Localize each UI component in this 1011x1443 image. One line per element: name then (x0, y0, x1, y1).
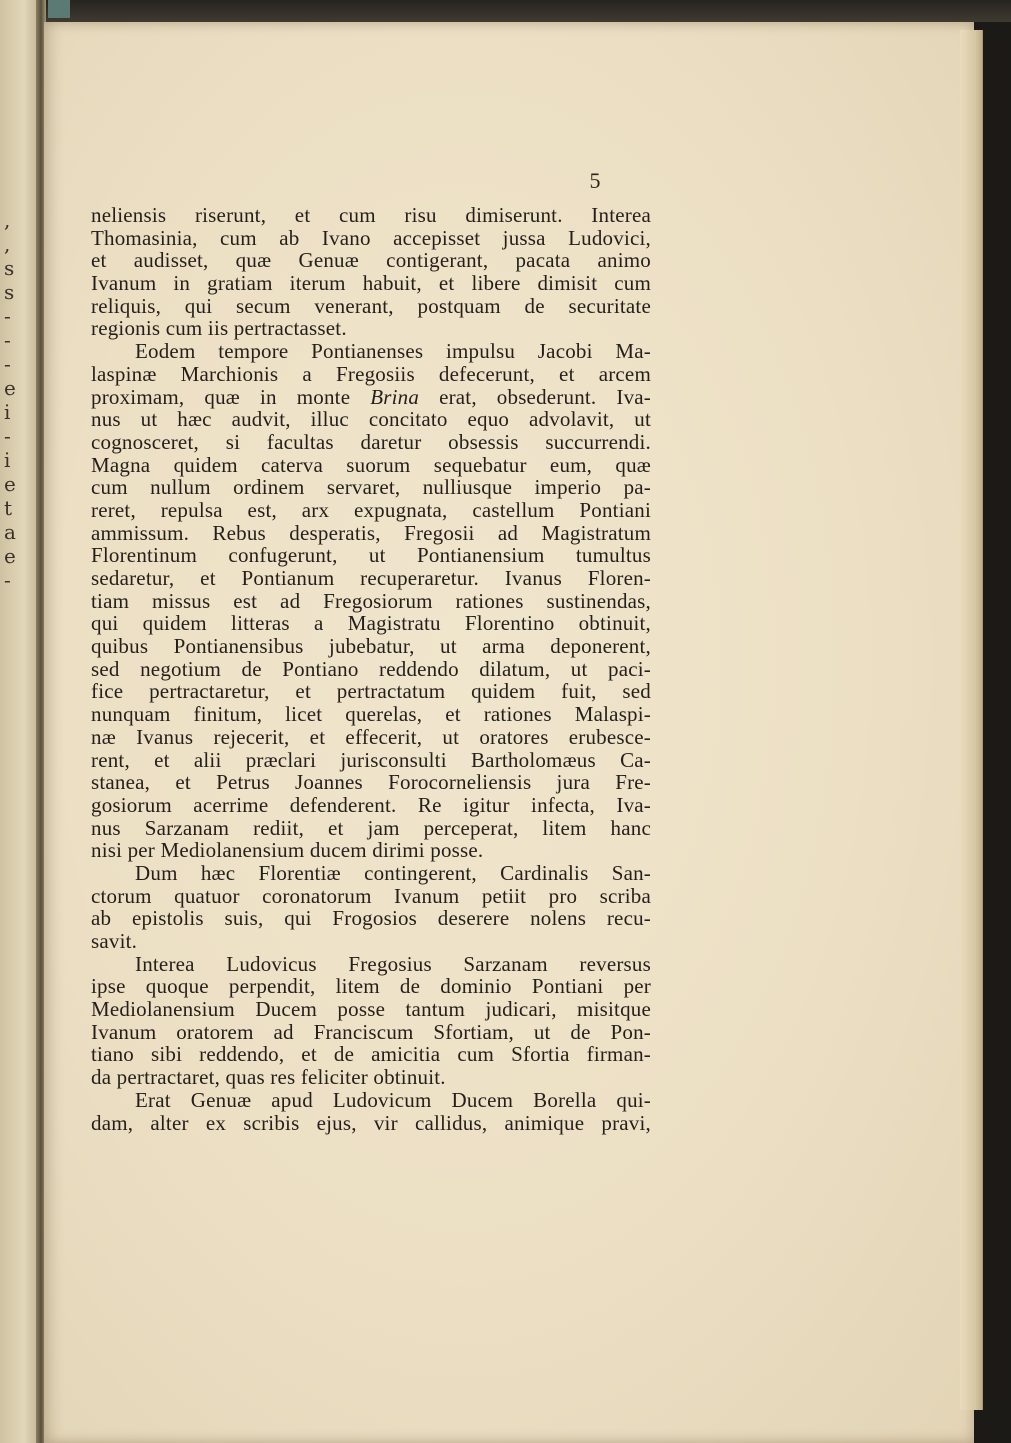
text-line: regionis cum iis pertractasset. (91, 316, 347, 341)
text-line: ammissum. Rebus desperatis, Fregosii ad Magistratum (91, 520, 651, 545)
facing-page-glyph: i (4, 400, 11, 424)
text-line: Eodem tempore Pontianenses impulsu Jacobi Ma- (135, 339, 651, 364)
text-line: neliensis riserunt, et cum risu dimiserunt. Interea (91, 203, 651, 227)
facing-page-glyph: e (4, 376, 16, 400)
text-line: nus ut hæc audvit, illuc concitato equo advolavit, ut (91, 407, 651, 432)
text-line-segment: erat, obsederunt. Iva- (419, 384, 651, 409)
facing-page-glyph: - (4, 568, 11, 592)
text-line: fice pertractaretur, et pertractatum quidem fuit, sed (91, 679, 651, 704)
text-line: quibus Pontianensibus jubebatur, ut arma deponerent, (91, 634, 651, 659)
text-line: reliquis, qui secum venerant, postquam de securitate (91, 293, 651, 318)
facing-page-glyph: , (4, 232, 11, 256)
text-line: nus Sarzanam rediit, et jam perceperat, litem hanc (91, 815, 651, 840)
facing-page-glyph: - (4, 328, 11, 352)
facing-page-glyph: a (4, 520, 16, 544)
text-line: gosiorum acerrime defenderent. Re igitur infecta, Iva- (91, 792, 651, 817)
text-line: rent, et alii præclari jurisconsulti Bartholomæus Ca- (91, 747, 651, 772)
text-line: Ivanum in gratiam iterum habuit, et libere dimisit cum (91, 271, 651, 296)
page-number: 5 (589, 168, 601, 193)
text-line: sed negotium de Pontiano reddendo dilatum, ut paci- (91, 656, 651, 681)
text-line: nunquam finitum, licet querelas, et rationes Malaspi- (91, 702, 651, 727)
facing-page-glyph: - (4, 352, 11, 376)
text-line (91, 386, 651, 409)
facing-page-glyph: - (4, 304, 11, 328)
facing-page-glyph: i (4, 448, 11, 472)
bookmark-tab (48, 0, 70, 18)
text-line: Erat Genuæ apud Ludovicum Ducem Borella qui- (135, 1087, 651, 1112)
text-line: nisi per Mediolanensium ducem dirimi posse. (91, 838, 484, 863)
facing-page-glyph: e (4, 472, 16, 496)
text-line: ab epistolis suis, qui Frogosios deserere nolens recu- (91, 906, 651, 931)
italic-place-name: Brina (370, 384, 420, 409)
text-line: cognosceret, si facultas daretur obsessis succurrendi. (91, 429, 651, 454)
text-line: ipse quoque perpendit, litem de dominio Pontiani per (91, 974, 651, 999)
text-line: Mediolanensium Ducem posse tantum judicari, misitque (91, 997, 651, 1022)
text-line: Dum hæc Florentiæ contingerent, Cardinalis San- (135, 860, 651, 885)
text-line: et audisset, quæ Genuæ contigerant, pacata animo (91, 248, 651, 273)
body-text (91, 204, 651, 1134)
facing-page-glyph: - (4, 424, 11, 448)
text-line: Ivanum oratorem ad Franciscum Sfortiam, ut de Pon- (91, 1019, 651, 1044)
text-line: reret, repulsa est, arx expugnata, castellum Pontiani (91, 497, 651, 522)
text-line: Florentinum confugerunt, ut Pontianensium tumultus (91, 543, 651, 568)
text-line: ctorum quatuor coronatorum Ivanum petiit pro scriba (91, 883, 651, 908)
scan-top-border (0, 0, 1011, 22)
text-line: laspinæ Marchionis a Fregosiis defecerunt, et arcem (91, 361, 651, 386)
text-line: stanea, et Petrus Joannes Forocorneliensis jura Fre- (91, 770, 651, 795)
text-line: tiam missus est ad Fregosiorum rationes sustinendas, (91, 588, 651, 613)
text-line: cum nullum ordinem servaret, nulliusque imperio pa- (91, 475, 651, 500)
facing-page-glyph: e (4, 544, 16, 568)
page-fore-edge (960, 30, 983, 1410)
facing-page-glyph: s (4, 256, 15, 280)
facing-page-glyph: s (4, 280, 15, 304)
facing-page-edge-glyphs (4, 208, 16, 592)
text-line: sedaretur, et Pontianum recuperaretur. Ivanus Floren- (91, 566, 651, 590)
text-line: dam, alter ex scribis ejus, vir callidus, animique pravi, (91, 1110, 651, 1135)
text-line: tiano sibi reddendo, et de amicitia cum Sfortia firman- (91, 1042, 651, 1067)
facing-page-glyph: t (4, 496, 13, 520)
facing-page-edge (0, 0, 40, 1443)
text-line: savit. (91, 929, 138, 953)
facing-page-glyph: , (4, 208, 11, 232)
text-line-segment: proximam, quæ in monte (91, 384, 371, 409)
text-line: da pertractaret, quas res feliciter obtinuit. (91, 1065, 446, 1090)
text-line: Thomasinia, cum ab Ivano accepisset jussa Ludovici, (91, 225, 651, 250)
text-line: Magna quidem caterva suorum sequebatur eum, quæ (91, 452, 651, 477)
text-line: qui quidem litteras a Magistratu Florentino obtinuit, (91, 611, 651, 636)
text-line: Interea Ludovicus Fregosius Sarzanam reversus (135, 951, 651, 976)
text-line: næ Ivanus rejecerit, et effecerit, ut oratores erubesce- (91, 724, 651, 749)
